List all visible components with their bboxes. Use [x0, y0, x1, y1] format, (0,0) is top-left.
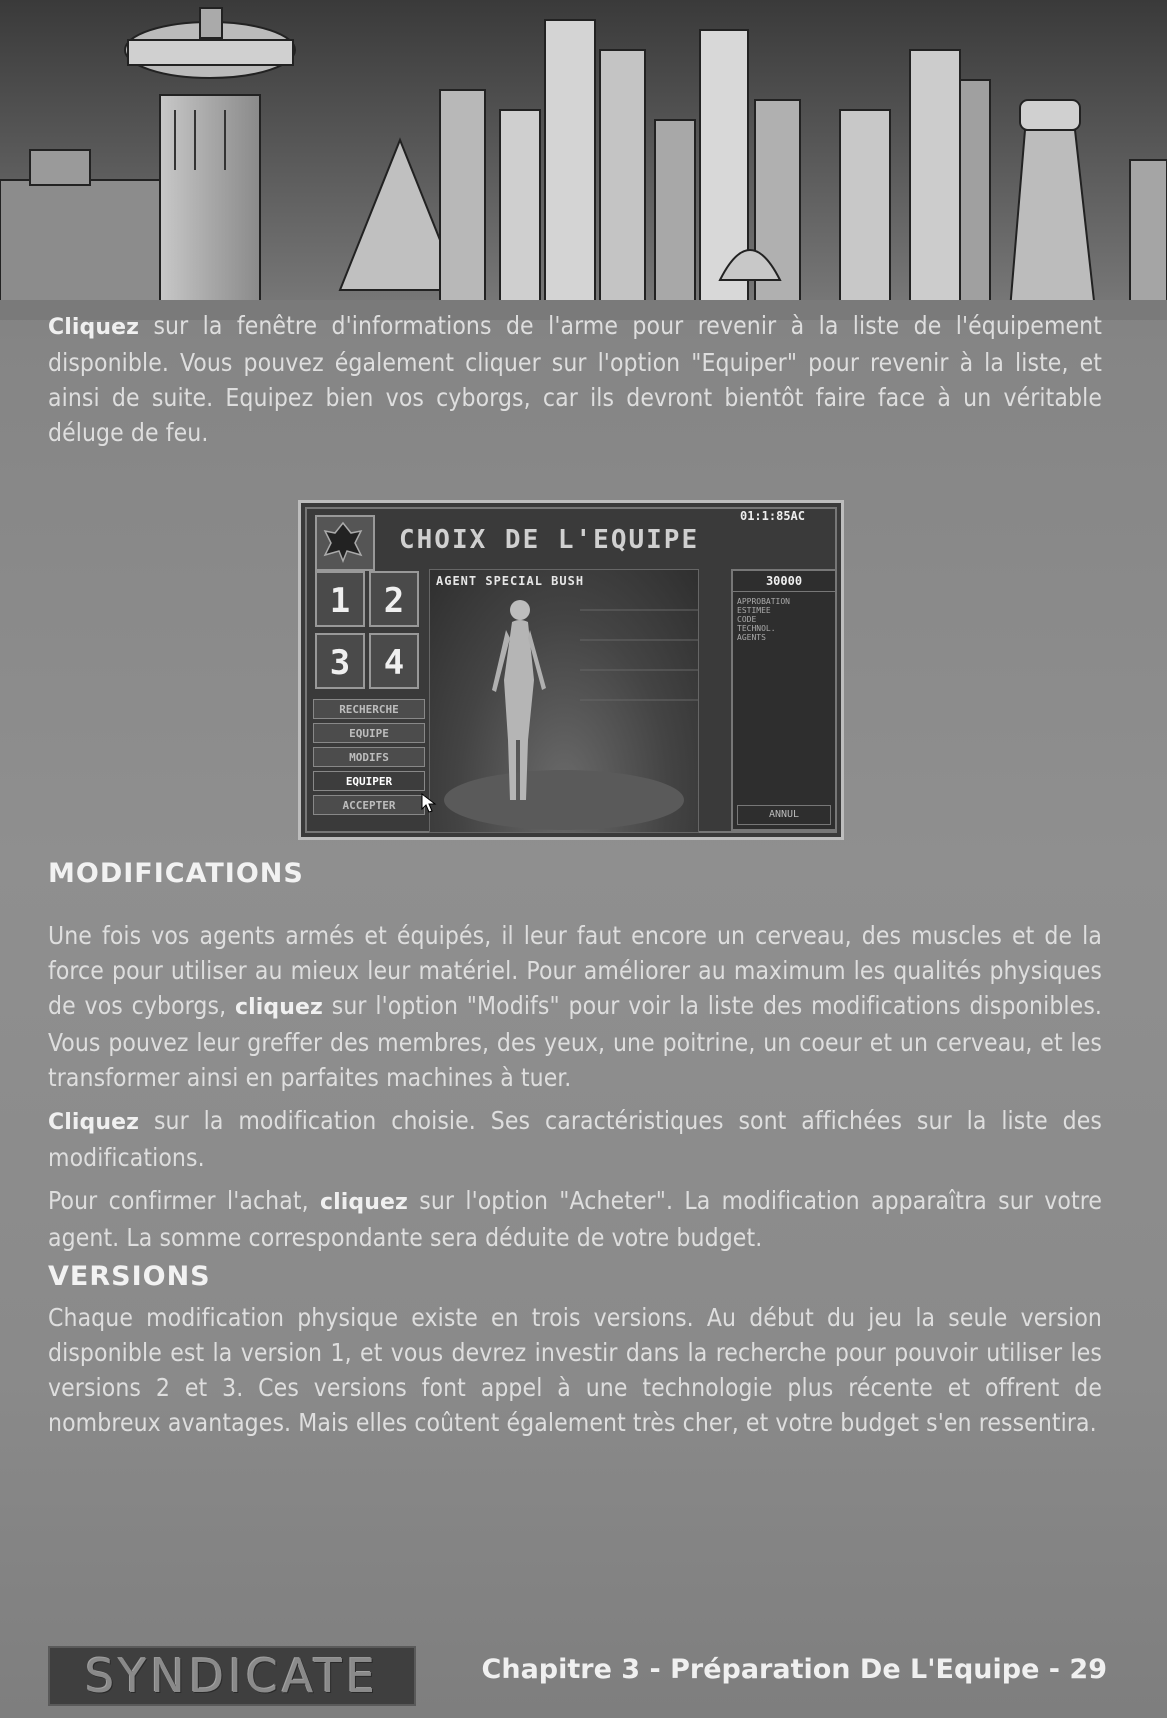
bold-span: Cliquez	[48, 1110, 140, 1135]
intro-paragraph	[48, 308, 1102, 450]
screen-title: CHOIX DE L'EQUIPE	[399, 525, 700, 555]
side-list-item: APPROBATION	[737, 597, 790, 606]
syndicate-logo-icon	[315, 515, 375, 571]
text-span: Une fois vos agents armés et équipés, il leur faut encore un cerveau, des muscles et de la force pour utiliser au mieux leur matériel. Pour améliorer au maximum les qualités physiques de vos cyborgs,	[48, 921, 1102, 1020]
game-clock: 01:1:85AC	[739, 509, 805, 523]
text-span: sur l'option "Acheter". La modification apparaîtra sur votre agent. La somme correspondante sera déduite de votre budget.	[48, 1186, 1102, 1252]
bold-span: cliquez	[319, 1190, 408, 1215]
modifications-paragraph-3	[48, 1183, 1102, 1255]
menu-equipe-button[interactable]: EQUIPE	[313, 723, 425, 743]
versions-paragraph: Chaque modification physique existe en trois versions. Au début du jeu la seule version disponible est la version 1, et vous devrez investir dans la recherche pour pouvoir utiliser les versions 2 et 3. Ces versions font appel à une technologie plus récente et offrent de nombreux avantages. Mais elles coûtent également très cher, et votre budget s'en ressentira.	[48, 1303, 1102, 1437]
side-info-list	[737, 597, 790, 642]
intro-text: sur la fenêtre d'informations de l'arme pour revenir à la liste de l'équipement disponible. Vous pouvez également cliquer sur l'option "Equiper" pour revenir à la liste, et ainsi de suite. Equipez bien vos cyborgs, car ils devront bientôt faire face à un véritable déluge de feu.	[48, 311, 1102, 447]
side-list-item: AGENTS	[737, 633, 766, 642]
modifications-heading: MODIFICATIONS	[48, 858, 304, 889]
side-list-item: ESTIMEE	[737, 606, 771, 615]
agent-name-label: AGENT SPECIAL BUSH	[436, 574, 585, 588]
cancel-button[interactable]: ANNUL	[737, 805, 831, 825]
mouse-cursor-icon	[421, 793, 437, 813]
agent-viewport	[429, 569, 699, 833]
menu-equiper-button[interactable]: EQUIPER	[313, 771, 425, 791]
menu-accepter-button[interactable]: ACCEPTER	[313, 795, 425, 815]
agent-slot-2[interactable]: 2	[369, 571, 419, 627]
syndicate-brand-logo: SYNDICATE	[48, 1646, 416, 1706]
text-span: sur l'option "Modifs" pour voir la liste des modifications disponibles. Vous pouvez leur greffer des membres, des yeux, une poitrine, un coeur et un cerveau, et les transformer ainsi en parfaites machines à tuer.	[48, 991, 1103, 1092]
modifications-paragraph-1	[48, 918, 1102, 1095]
intro-bold: Cliquez	[48, 315, 140, 340]
text-span: Pour confirmer l'achat,	[48, 1186, 320, 1215]
bold-span: cliquez	[234, 995, 323, 1020]
cyborg-figure-icon	[430, 570, 698, 832]
side-list-item: CODE	[737, 615, 757, 624]
text-span: sur la modification choisie. Ses caractéristiques sont affichées sur la liste des modifications.	[48, 1106, 1102, 1172]
menu-modifs-button[interactable]: MODIFS	[313, 747, 425, 767]
footer-chapter-title: Chapitre 3 - Préparation De L'Equipe - 29	[481, 1654, 1107, 1685]
budget-readout: 30000	[733, 571, 835, 592]
agent-slot-1[interactable]: 1	[315, 571, 365, 627]
side-list-item: TECHNOL.	[737, 624, 776, 633]
agent-slot-4[interactable]: 4	[369, 633, 419, 689]
side-info-panel	[731, 569, 837, 831]
versions-heading: VERSIONS	[48, 1261, 211, 1292]
menu-recherche-button[interactable]: RECHERCHE	[313, 699, 425, 719]
modifications-paragraph-2	[48, 1103, 1102, 1175]
agent-slot-3[interactable]: 3	[315, 633, 365, 689]
city-skyline-illustration	[0, 0, 1167, 320]
game-screenshot	[298, 500, 844, 840]
